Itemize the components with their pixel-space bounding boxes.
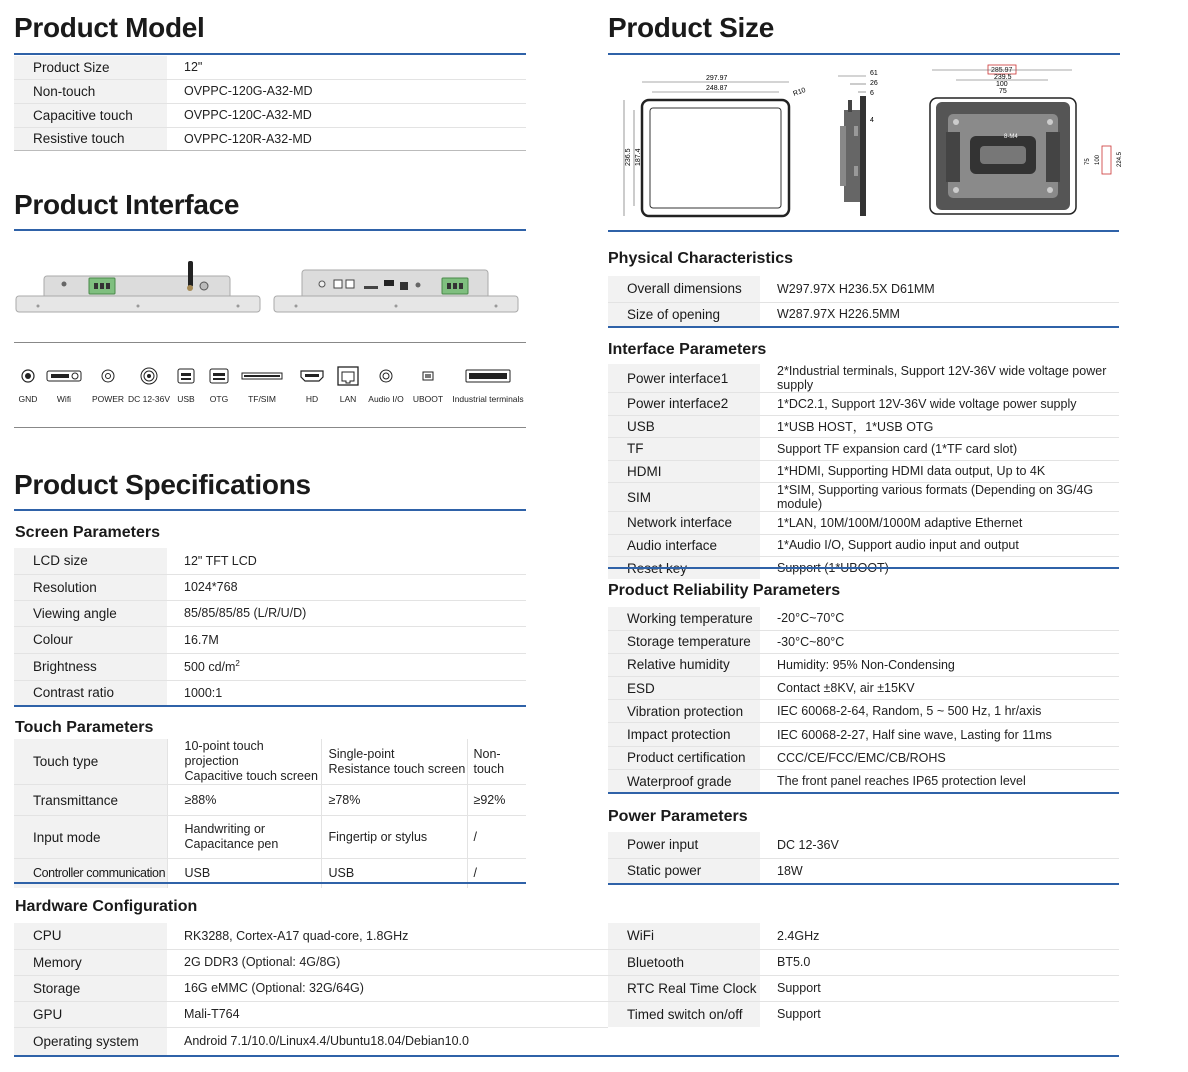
dim-side-6: 6 [870, 90, 874, 97]
row-value-text: W297.97X H236.5X D61MM [777, 281, 935, 296]
row-label: Non-touch [14, 79, 167, 103]
row-value-text: Android 7.1/10.0/Linux4.4/Ubuntu18.04/Debian10.0 [184, 1034, 469, 1049]
table-row [608, 276, 1119, 302]
row-value-text: OVPPC-120R-A32-MD [184, 131, 312, 146]
reliability-parameters-title: Product Reliability Parameters [608, 582, 841, 599]
interface-icon-label: GND [18, 394, 38, 404]
table-row [608, 746, 1119, 769]
table-row [608, 483, 1119, 512]
dim-back-h1: 75 [1085, 158, 1091, 165]
interface-icon-label: USB [177, 394, 195, 404]
row-label: Contrast ratio [14, 680, 167, 705]
touch-line: Fingertip or stylus [328, 829, 428, 844]
row-value [167, 653, 526, 680]
touch-c3: Non-touch [467, 739, 526, 785]
row-value [167, 949, 608, 975]
interface-parameters-title: Interface Parameters [608, 341, 767, 358]
row-value-text: Contact ±8KV, air ±15KV [777, 681, 915, 696]
row-value [760, 677, 1119, 700]
dim-back-w2: 239.5 [994, 74, 1012, 81]
touch-c3: / [467, 816, 526, 859]
interface-icon-label: OTG [209, 394, 229, 404]
row-value-text: 12" TFT LCD [184, 553, 257, 568]
touch-c2 [321, 816, 467, 859]
row-value [167, 923, 608, 949]
row-label: Touch type [14, 739, 167, 785]
table-row [608, 723, 1119, 746]
row-value [760, 923, 1119, 949]
row-value-text: 1*USB HOST，1*USB OTG [777, 420, 934, 435]
row-value [760, 1001, 1119, 1027]
row-value [760, 607, 1119, 630]
row-value [760, 975, 1119, 1001]
table-row [14, 785, 526, 816]
table-row [608, 534, 1119, 557]
interface-icon-label: POWER [91, 394, 125, 404]
row-label: Operating system [14, 1027, 167, 1055]
row-label: Static power [608, 858, 760, 883]
row-value-text: 85/85/85/85 (L/R/U/D) [184, 606, 307, 620]
row-value [167, 79, 526, 103]
row-value-text: BT5.0 [777, 955, 811, 969]
row-label: Audio interface [608, 534, 760, 557]
row-value-text: Humidity: 95% Non-Condensing [777, 657, 955, 672]
table-row [14, 816, 526, 859]
touch-c1 [167, 739, 321, 785]
touch-line: Capacitive touch screen [184, 769, 318, 783]
row-value-text: 12" [184, 60, 203, 75]
row-label: USB [608, 415, 760, 438]
row-label: Vibration protection [608, 700, 760, 723]
table-row [608, 923, 1119, 949]
table-row [608, 769, 1119, 792]
device-bottom-view-2 [272, 256, 520, 320]
row-value [167, 626, 526, 653]
table-row [14, 680, 526, 705]
row-value-text: 2*Industrial terminals, Support 12V-36V wide voltage power supply [777, 364, 1107, 392]
interface-icon-item [297, 362, 327, 404]
interface-icon-item [239, 362, 285, 404]
usb-port-icon [174, 362, 198, 390]
tf-sim-slot-icon [239, 362, 285, 390]
back-dimension-drawing [926, 62, 1123, 222]
dim-side-4: 4 [870, 117, 874, 124]
dim-back-h2: 100 [1095, 154, 1101, 165]
touch-c1 [167, 785, 321, 816]
interface-icon-item [46, 362, 82, 404]
interface-icon-label: Audio I/O [368, 394, 404, 404]
row-value-text: -20°C~70°C [777, 611, 845, 626]
row-label: Viewing angle [14, 600, 167, 626]
touch-c1 [167, 816, 321, 859]
row-value [760, 364, 1119, 393]
row-label: Storage [14, 975, 167, 1001]
product-specifications-title: Product Specifications [14, 469, 311, 500]
row-label: Resistive touch [14, 127, 167, 150]
row-label: Network interface [608, 512, 760, 535]
row-value [760, 302, 1119, 326]
row-value [760, 630, 1119, 653]
row-label: CPU [14, 923, 167, 949]
touch-line: USB [184, 865, 211, 880]
interface-icon-legend [14, 362, 526, 414]
table-row [608, 949, 1119, 975]
dim-back-w1: 285.97 [991, 67, 1013, 74]
table-row [14, 79, 526, 103]
screen-parameters-table [14, 548, 526, 705]
dim-front-width: 297.97 [706, 75, 728, 82]
row-label: Waterproof grade [608, 769, 760, 792]
row-value-text: 16G eMMC (Optional: 32G/64G) [184, 981, 364, 995]
product-model-title: Product Model [14, 12, 205, 43]
row-label: Relative humidity [608, 653, 760, 676]
interface-icon-item [14, 362, 42, 404]
table-row [14, 103, 526, 127]
row-label: Controller communication [14, 859, 167, 888]
row-label: Storage temperature [608, 630, 760, 653]
front-dimension-drawing [614, 66, 814, 222]
interface-icon-label: DC 12-36V [127, 394, 171, 404]
row-value-text: Support [777, 981, 821, 995]
row-value-text: The front panel reaches IP65 protection level [777, 774, 1026, 789]
table-row [14, 626, 526, 653]
row-value-text: -30°C~80°C [777, 634, 845, 649]
touch-line: Handwriting or [184, 822, 266, 836]
row-label: Overall dimensions [608, 276, 760, 302]
otg-port-icon [206, 362, 232, 390]
side-dimension-drawing [824, 66, 894, 222]
power-button-icon [88, 362, 128, 390]
row-value [760, 534, 1119, 557]
row-label: SIM [608, 483, 760, 512]
row-label: WiFi [608, 923, 760, 949]
dim-radius: R10 [792, 86, 807, 98]
product-model-table [14, 56, 526, 150]
row-value [760, 832, 1119, 858]
touch-parameters-title: Touch Parameters [15, 719, 154, 736]
row-value-text: 1*Audio I/O, Support audio input and output [777, 538, 1019, 553]
row-value [167, 1027, 608, 1055]
row-value [760, 746, 1119, 769]
table-row [14, 923, 608, 949]
dc-jack-icon [127, 362, 171, 390]
dim-back-h4: 224.5 [1117, 151, 1123, 167]
row-label: Memory [14, 949, 167, 975]
touch-c3: / [467, 859, 526, 888]
touch-c3: ≥92% [467, 785, 526, 816]
dim-back-w4: 75 [999, 88, 1007, 95]
row-label: GPU [14, 1001, 167, 1027]
touch-line: Resistance touch screen [328, 761, 466, 776]
table-row [608, 607, 1119, 630]
row-value [167, 574, 526, 600]
row-label: Working temperature [608, 607, 760, 630]
dim-back-w3: 100 [996, 81, 1008, 88]
title-rule [14, 53, 526, 55]
table-row [14, 127, 526, 150]
row-value-text: 16.7M [184, 632, 219, 647]
row-label: Colour [14, 626, 167, 653]
table-row [608, 438, 1119, 461]
row-value-text: OVPPC-120G-A32-MD [184, 84, 313, 98]
dim-side-depth: 61 [870, 70, 878, 77]
dim-back-screw: 8-M4 [1004, 134, 1018, 140]
row-value-text: IEC 60068-2-27, Half sine wave, Lasting for 11ms [777, 727, 1052, 742]
row-label: Timed switch on/off [608, 1001, 760, 1027]
row-label: RTC Real Time Clock [608, 975, 760, 1001]
row-value [760, 438, 1119, 461]
row-value [760, 769, 1119, 792]
table-row [14, 548, 526, 574]
touch-line: 10-point touch projection [184, 739, 264, 768]
row-label: Size of opening [608, 302, 760, 326]
row-value-text: OVPPC-120C-A32-MD [184, 108, 312, 122]
row-value [760, 723, 1119, 746]
table-row [608, 415, 1119, 438]
row-value-text: 18W [777, 863, 803, 878]
table-row [608, 393, 1119, 416]
dim-front-inner-height: 187.4 [635, 148, 642, 166]
table-row [14, 653, 526, 680]
row-value [167, 975, 608, 1001]
row-label: Power interface2 [608, 393, 760, 416]
table-row [14, 56, 526, 79]
row-value-text: IEC 60068-2-64, Random, 5 ~ 500 Hz, 1 hr/axis [777, 704, 1042, 719]
row-value [167, 680, 526, 705]
row-value [760, 653, 1119, 676]
table-row [608, 364, 1119, 393]
table-row [14, 975, 608, 1001]
interface-icon-label: Industrial terminals [452, 394, 524, 404]
row-value [760, 858, 1119, 883]
row-value [760, 512, 1119, 535]
row-label: Impact protection [608, 723, 760, 746]
row-value [760, 393, 1119, 416]
screen-parameters-title: Screen Parameters [15, 524, 160, 541]
row-value [760, 483, 1119, 512]
row-value [760, 700, 1119, 723]
row-value [760, 949, 1119, 975]
hardware-configuration-title: Hardware Configuration [15, 898, 198, 915]
row-value-text: 1000:1 [184, 685, 223, 700]
interface-icon-item [127, 362, 171, 404]
table-row [14, 1001, 608, 1027]
dim-front-height: 236.5 [625, 148, 632, 166]
row-label: Transmittance [14, 785, 167, 816]
row-value-text: W287.97X H226.5MM [777, 307, 900, 322]
power-parameters-title: Power Parameters [608, 808, 748, 825]
physical-characteristics-title: Physical Characteristics [608, 250, 793, 267]
table-row [14, 739, 526, 785]
row-label: TF [608, 438, 760, 461]
touch-line: Single-point [328, 746, 395, 761]
interface-icon-label: LAN [339, 394, 357, 404]
row-value [167, 127, 526, 150]
physical-characteristics-table [608, 276, 1119, 326]
interface-icon-item [411, 362, 445, 404]
touch-c2 [321, 739, 467, 785]
uboot-button-icon [411, 362, 445, 390]
product-interface-title: Product Interface [14, 189, 240, 220]
row-label: HDMI [608, 460, 760, 483]
row-value-text: Support TF expansion card (1*TF card slot) [777, 441, 1018, 456]
touch-parameters-table [14, 739, 526, 888]
touch-line: ≥78% [328, 792, 361, 807]
row-label: ESD [608, 677, 760, 700]
row-value-text: CCC/CE/FCC/EMC/CB/ROHS [777, 750, 946, 765]
table-row [608, 512, 1119, 535]
row-value-text: 1*HDMI, Supporting HDMI data output, Up to 4K [777, 464, 1046, 479]
touch-c2 [321, 785, 467, 816]
row-value-text: 1*DC2.1, Support 12V-36V wide voltage power supply [777, 396, 1077, 411]
hdmi-port-icon [297, 362, 327, 390]
terminal-block-icon [451, 362, 525, 390]
interface-icon-label: UBOOT [412, 394, 444, 404]
interface-icon-item [337, 362, 359, 404]
ground-screw-icon [14, 362, 42, 390]
row-label: LCD size [14, 548, 167, 574]
row-label: Input mode [14, 816, 167, 859]
table-row [14, 1027, 608, 1055]
product-size-title: Product Size [608, 12, 774, 43]
table-row [608, 858, 1119, 883]
hardware-table-left [14, 923, 608, 1055]
row-value-text: RK3288, Cortex-A17 quad-core, 1.8GHz [184, 928, 409, 943]
interface-icon-item [206, 362, 232, 404]
row-value-text: 500 cd/m [184, 660, 236, 675]
table-row [608, 677, 1119, 700]
interface-icon-item [451, 362, 525, 404]
lan-port-icon [337, 362, 359, 390]
row-label: Power input [608, 832, 760, 858]
row-label: Capacitive touch [14, 103, 167, 127]
hardware-table-right [608, 923, 1119, 1027]
row-value-text: Mali-T764 [184, 1007, 240, 1021]
touch-line: USB [328, 865, 355, 880]
row-value [167, 600, 526, 626]
touch-line: Capacitance pen [184, 837, 279, 851]
interface-icon-item [366, 362, 406, 404]
wifi-antenna-icon [46, 362, 82, 390]
table-row [608, 975, 1119, 1001]
row-value-text: 2G DDR3 (Optional: 4G/8G) [184, 955, 341, 969]
row-value-text: DC 12-36V [777, 837, 839, 852]
row-value-text: Support [777, 1007, 821, 1022]
table-row [14, 949, 608, 975]
table-row [608, 630, 1119, 653]
row-value [760, 415, 1119, 438]
table-row [608, 832, 1119, 858]
interface-icon-label: Wifi [56, 394, 72, 404]
row-value [167, 548, 526, 574]
interface-icon-item [88, 362, 128, 404]
table-row [608, 1001, 1119, 1027]
table-row [14, 600, 526, 626]
table-row [608, 653, 1119, 676]
row-value-text: 2.4GHz [777, 928, 820, 943]
interface-parameters-table [608, 364, 1119, 579]
interface-icon-label: HD [305, 394, 319, 404]
row-value [167, 103, 526, 127]
table-row [608, 302, 1119, 326]
row-label: Product certification [608, 746, 760, 769]
row-label: Power interface1 [608, 364, 760, 393]
device-bottom-view-1 [14, 256, 262, 320]
row-label: Bluetooth [608, 949, 760, 975]
row-value [760, 460, 1119, 483]
dim-front-inner-width: 248.87 [706, 85, 728, 92]
row-value [167, 1001, 608, 1027]
table-row [14, 574, 526, 600]
interface-icon-item [174, 362, 198, 404]
audio-jack-icon [366, 362, 406, 390]
interface-icon-label: TF/SIM [248, 394, 276, 404]
row-value [760, 276, 1119, 302]
table-row [608, 700, 1119, 723]
value-superscript: 2 [235, 658, 240, 668]
touch-line: ≥88% [184, 792, 217, 807]
row-label: Resolution [14, 574, 167, 600]
row-label: Product Size [14, 56, 167, 79]
row-value-text: 1024*768 [184, 580, 238, 594]
table-row [608, 460, 1119, 483]
row-value-text: 1*LAN, 10M/100M/1000M adaptive Ethernet [777, 515, 1023, 530]
row-value [167, 56, 526, 79]
row-label: Brightness [14, 653, 167, 680]
row-value-text: 1*SIM, Supporting various formats (Depending on 3G/4G module) [777, 483, 1094, 511]
reliability-parameters-table [608, 607, 1119, 793]
dim-side-26: 26 [870, 80, 878, 87]
power-parameters-table [608, 832, 1119, 883]
